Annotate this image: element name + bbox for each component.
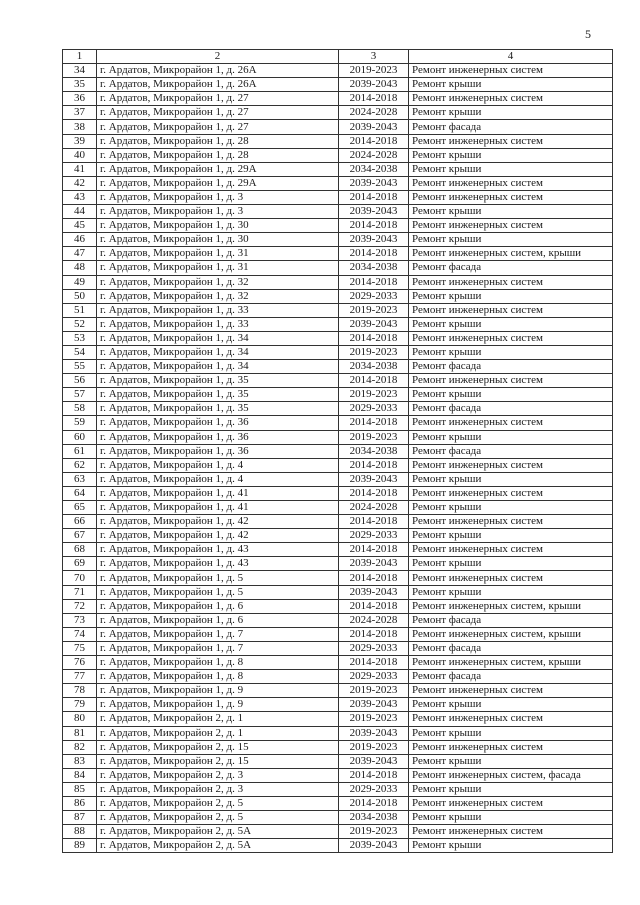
- address-cell: г. Ардатов, Микрорайон 1, д. 35: [97, 374, 339, 388]
- table-row: [63, 261, 613, 275]
- row-number-cell: 79: [63, 698, 97, 712]
- table-row: [63, 190, 613, 204]
- row-number-cell: 44: [63, 205, 97, 219]
- address-cell: г. Ардатов, Микрорайон 1, д. 27: [97, 106, 339, 120]
- period-cell: 2039-2043: [339, 472, 409, 486]
- period-cell: 2024-2028: [339, 148, 409, 162]
- address-cell: г. Ардатов, Микрорайон 1, д. 9: [97, 698, 339, 712]
- address-cell: г. Ардатов, Микрорайон 1, д. 41: [97, 501, 339, 515]
- work-type-cell: Ремонт крыши: [409, 388, 613, 402]
- address-cell: г. Ардатов, Микрорайон 1, д. 28: [97, 148, 339, 162]
- column-header-4: 4: [409, 50, 613, 64]
- address-cell: г. Ардатов, Микрорайон 1, д. 3: [97, 205, 339, 219]
- table-row: [63, 331, 613, 345]
- table-row: [63, 684, 613, 698]
- row-number-cell: 59: [63, 416, 97, 430]
- period-cell: 2014-2018: [339, 92, 409, 106]
- period-cell: 2014-2018: [339, 275, 409, 289]
- work-type-cell: Ремонт крыши: [409, 557, 613, 571]
- address-cell: г. Ардатов, Микрорайон 1, д. 26А: [97, 78, 339, 92]
- address-cell: г. Ардатов, Микрорайон 1, д. 34: [97, 360, 339, 374]
- work-type-cell: Ремонт инженерных систем: [409, 374, 613, 388]
- work-type-cell: Ремонт крыши: [409, 811, 613, 825]
- work-type-cell: Ремонт крыши: [409, 289, 613, 303]
- period-cell: 2029-2033: [339, 670, 409, 684]
- period-cell: 2029-2033: [339, 641, 409, 655]
- row-number-cell: 84: [63, 768, 97, 782]
- row-number-cell: 77: [63, 670, 97, 684]
- work-type-cell: Ремонт инженерных систем: [409, 190, 613, 204]
- table-row: [63, 796, 613, 810]
- address-cell: г. Ардатов, Микрорайон 1, д. 29А: [97, 162, 339, 176]
- work-type-cell: Ремонт крыши: [409, 205, 613, 219]
- work-type-cell: Ремонт инженерных систем: [409, 416, 613, 430]
- table-row: [63, 148, 613, 162]
- period-cell: 2014-2018: [339, 599, 409, 613]
- period-cell: 2014-2018: [339, 190, 409, 204]
- work-type-cell: Ремонт инженерных систем: [409, 458, 613, 472]
- work-type-cell: Ремонт крыши: [409, 345, 613, 359]
- table-row: [63, 162, 613, 176]
- address-cell: г. Ардатов, Микрорайон 1, д. 30: [97, 233, 339, 247]
- table-row: [63, 627, 613, 641]
- row-number-cell: 48: [63, 261, 97, 275]
- row-number-cell: 75: [63, 641, 97, 655]
- period-cell: 2019-2023: [339, 64, 409, 78]
- period-cell: 2029-2033: [339, 402, 409, 416]
- column-header-2: 2: [97, 50, 339, 64]
- table-row: [63, 529, 613, 543]
- period-cell: 2034-2038: [339, 444, 409, 458]
- work-type-cell: Ремонт крыши: [409, 501, 613, 515]
- table-row: [63, 219, 613, 233]
- work-type-cell: Ремонт крыши: [409, 782, 613, 796]
- work-type-cell: Ремонт фасада: [409, 444, 613, 458]
- work-type-cell: Ремонт инженерных систем: [409, 740, 613, 754]
- address-cell: г. Ардатов, Микрорайон 1, д. 36: [97, 430, 339, 444]
- period-cell: 2014-2018: [339, 331, 409, 345]
- row-number-cell: 89: [63, 839, 97, 853]
- work-type-cell: Ремонт инженерных систем, крыши: [409, 656, 613, 670]
- work-type-cell: Ремонт крыши: [409, 233, 613, 247]
- row-number-cell: 78: [63, 684, 97, 698]
- table-row: [63, 486, 613, 500]
- table-row: [63, 458, 613, 472]
- period-cell: 2039-2043: [339, 585, 409, 599]
- period-cell: 2029-2033: [339, 529, 409, 543]
- row-number-cell: 56: [63, 374, 97, 388]
- period-cell: 2019-2023: [339, 345, 409, 359]
- period-cell: 2014-2018: [339, 796, 409, 810]
- address-cell: г. Ардатов, Микрорайон 1, д. 36: [97, 444, 339, 458]
- table-row: [63, 120, 613, 134]
- address-cell: г. Ардатов, Микрорайон 1, д. 30: [97, 219, 339, 233]
- address-cell: г. Ардатов, Микрорайон 1, д. 31: [97, 261, 339, 275]
- row-number-cell: 53: [63, 331, 97, 345]
- row-number-cell: 66: [63, 515, 97, 529]
- address-cell: г. Ардатов, Микрорайон 2, д. 5А: [97, 825, 339, 839]
- row-number-cell: 49: [63, 275, 97, 289]
- period-cell: 2039-2043: [339, 726, 409, 740]
- period-cell: 2039-2043: [339, 698, 409, 712]
- period-cell: 2014-2018: [339, 416, 409, 430]
- period-cell: 2014-2018: [339, 543, 409, 557]
- row-number-cell: 87: [63, 811, 97, 825]
- table-row: [63, 543, 613, 557]
- work-type-cell: Ремонт крыши: [409, 754, 613, 768]
- row-number-cell: 70: [63, 571, 97, 585]
- period-cell: 2039-2043: [339, 754, 409, 768]
- table-row: [63, 205, 613, 219]
- address-cell: г. Ардатов, Микрорайон 1, д. 32: [97, 275, 339, 289]
- row-number-cell: 40: [63, 148, 97, 162]
- work-type-cell: Ремонт крыши: [409, 106, 613, 120]
- address-cell: г. Ардатов, Микрорайон 1, д. 36: [97, 416, 339, 430]
- work-type-cell: Ремонт инженерных систем: [409, 219, 613, 233]
- row-number-cell: 83: [63, 754, 97, 768]
- work-type-cell: Ремонт инженерных систем: [409, 825, 613, 839]
- row-number-cell: 61: [63, 444, 97, 458]
- address-cell: г. Ардатов, Микрорайон 2, д. 5А: [97, 839, 339, 853]
- table-row: [63, 472, 613, 486]
- row-number-cell: 50: [63, 289, 97, 303]
- work-type-cell: Ремонт крыши: [409, 529, 613, 543]
- table-row: [63, 92, 613, 106]
- row-number-cell: 46: [63, 233, 97, 247]
- address-cell: г. Ардатов, Микрорайон 2, д. 15: [97, 754, 339, 768]
- address-cell: г. Ардатов, Микрорайон 1, д. 9: [97, 684, 339, 698]
- row-number-cell: 36: [63, 92, 97, 106]
- row-number-cell: 81: [63, 726, 97, 740]
- table-row: [63, 64, 613, 78]
- period-cell: 2014-2018: [339, 247, 409, 261]
- address-cell: г. Ардатов, Микрорайон 2, д. 15: [97, 740, 339, 754]
- table-row: [63, 613, 613, 627]
- address-cell: г. Ардатов, Микрорайон 1, д. 41: [97, 486, 339, 500]
- address-cell: г. Ардатов, Микрорайон 2, д. 5: [97, 796, 339, 810]
- row-number-cell: 45: [63, 219, 97, 233]
- address-cell: г. Ардатов, Микрорайон 1, д. 29А: [97, 176, 339, 190]
- work-type-cell: Ремонт крыши: [409, 585, 613, 599]
- table-row: [63, 698, 613, 712]
- work-type-cell: Ремонт крыши: [409, 430, 613, 444]
- address-cell: г. Ардатов, Микрорайон 1, д. 26А: [97, 64, 339, 78]
- period-cell: 2019-2023: [339, 303, 409, 317]
- address-cell: г. Ардатов, Микрорайон 1, д. 6: [97, 599, 339, 613]
- address-cell: г. Ардатов, Микрорайон 1, д. 7: [97, 641, 339, 655]
- table-row: [63, 374, 613, 388]
- address-cell: г. Ардатов, Микрорайон 1, д. 33: [97, 303, 339, 317]
- address-cell: г. Ардатов, Микрорайон 1, д. 5: [97, 585, 339, 599]
- address-cell: г. Ардатов, Микрорайон 1, д. 42: [97, 515, 339, 529]
- address-cell: г. Ардатов, Микрорайон 1, д. 8: [97, 670, 339, 684]
- period-cell: 2014-2018: [339, 219, 409, 233]
- work-type-cell: Ремонт инженерных систем: [409, 176, 613, 190]
- work-type-cell: Ремонт фасада: [409, 670, 613, 684]
- work-type-cell: Ремонт инженерных систем: [409, 134, 613, 148]
- row-number-cell: 60: [63, 430, 97, 444]
- table-row: [63, 501, 613, 515]
- work-type-cell: Ремонт крыши: [409, 78, 613, 92]
- address-cell: г. Ардатов, Микрорайон 1, д. 8: [97, 656, 339, 670]
- period-cell: 2019-2023: [339, 684, 409, 698]
- work-type-cell: Ремонт инженерных систем: [409, 275, 613, 289]
- address-cell: г. Ардатов, Микрорайон 1, д. 31: [97, 247, 339, 261]
- address-cell: г. Ардатов, Микрорайон 1, д. 32: [97, 289, 339, 303]
- row-number-cell: 34: [63, 64, 97, 78]
- period-cell: 2039-2043: [339, 317, 409, 331]
- work-type-cell: Ремонт крыши: [409, 726, 613, 740]
- work-type-cell: Ремонт фасада: [409, 120, 613, 134]
- work-type-cell: Ремонт инженерных систем: [409, 303, 613, 317]
- row-number-cell: 38: [63, 120, 97, 134]
- address-cell: г. Ардатов, Микрорайон 1, д. 7: [97, 627, 339, 641]
- address-cell: г. Ардатов, Микрорайон 1, д. 27: [97, 120, 339, 134]
- address-cell: г. Ардатов, Микрорайон 1, д. 6: [97, 613, 339, 627]
- period-cell: 2014-2018: [339, 515, 409, 529]
- address-cell: г. Ардатов, Микрорайон 1, д. 5: [97, 571, 339, 585]
- address-cell: г. Ардатов, Микрорайон 2, д. 5: [97, 811, 339, 825]
- table-row: [63, 233, 613, 247]
- work-type-cell: Ремонт инженерных систем, крыши: [409, 627, 613, 641]
- work-type-cell: Ремонт крыши: [409, 148, 613, 162]
- table-row: [63, 388, 613, 402]
- period-cell: 2019-2023: [339, 740, 409, 754]
- column-header-1: 1: [63, 50, 97, 64]
- table-row: [63, 782, 613, 796]
- period-cell: 2014-2018: [339, 656, 409, 670]
- table-row: [63, 656, 613, 670]
- address-cell: г. Ардатов, Микрорайон 1, д. 28: [97, 134, 339, 148]
- work-type-cell: Ремонт инженерных систем: [409, 796, 613, 810]
- period-cell: 2019-2023: [339, 430, 409, 444]
- row-number-cell: 80: [63, 712, 97, 726]
- table-row: [63, 712, 613, 726]
- address-cell: г. Ардатов, Микрорайон 1, д. 27: [97, 92, 339, 106]
- period-cell: 2019-2023: [339, 712, 409, 726]
- row-number-cell: 47: [63, 247, 97, 261]
- address-cell: г. Ардатов, Микрорайон 1, д. 43: [97, 557, 339, 571]
- period-cell: 2039-2043: [339, 233, 409, 247]
- period-cell: 2039-2043: [339, 205, 409, 219]
- address-cell: г. Ардатов, Микрорайон 1, д. 3: [97, 190, 339, 204]
- row-number-cell: 73: [63, 613, 97, 627]
- period-cell: 2014-2018: [339, 134, 409, 148]
- table-row: [63, 599, 613, 613]
- work-type-cell: Ремонт инженерных систем: [409, 486, 613, 500]
- address-cell: г. Ардатов, Микрорайон 2, д. 1: [97, 726, 339, 740]
- work-type-cell: Ремонт инженерных систем, крыши: [409, 599, 613, 613]
- address-cell: г. Ардатов, Микрорайон 1, д. 34: [97, 345, 339, 359]
- page-number: 5: [585, 27, 591, 41]
- period-cell: 2024-2028: [339, 501, 409, 515]
- work-type-cell: Ремонт инженерных систем: [409, 92, 613, 106]
- work-type-cell: Ремонт инженерных систем: [409, 684, 613, 698]
- table-row: [63, 106, 613, 120]
- table-row: [63, 345, 613, 359]
- row-number-cell: 52: [63, 317, 97, 331]
- table-row: [63, 275, 613, 289]
- row-number-cell: 67: [63, 529, 97, 543]
- address-cell: г. Ардатов, Микрорайон 1, д. 33: [97, 317, 339, 331]
- address-cell: г. Ардатов, Микрорайон 1, д. 43: [97, 543, 339, 557]
- table-row: [63, 176, 613, 190]
- period-cell: 2014-2018: [339, 458, 409, 472]
- work-type-cell: Ремонт инженерных систем: [409, 515, 613, 529]
- address-cell: г. Ардатов, Микрорайон 2, д. 3: [97, 782, 339, 796]
- period-cell: 2039-2043: [339, 120, 409, 134]
- work-type-cell: Ремонт инженерных систем: [409, 571, 613, 585]
- period-cell: 2014-2018: [339, 374, 409, 388]
- row-number-cell: 51: [63, 303, 97, 317]
- period-cell: 2039-2043: [339, 176, 409, 190]
- period-cell: 2034-2038: [339, 811, 409, 825]
- row-number-cell: 57: [63, 388, 97, 402]
- table-row: [63, 585, 613, 599]
- row-number-cell: 58: [63, 402, 97, 416]
- row-number-cell: 64: [63, 486, 97, 500]
- period-cell: 2014-2018: [339, 627, 409, 641]
- address-cell: г. Ардатов, Микрорайон 2, д. 3: [97, 768, 339, 782]
- row-number-cell: 76: [63, 656, 97, 670]
- row-number-cell: 86: [63, 796, 97, 810]
- table-row: [63, 557, 613, 571]
- table-row: [63, 416, 613, 430]
- work-type-cell: Ремонт инженерных систем: [409, 331, 613, 345]
- period-cell: 2014-2018: [339, 768, 409, 782]
- table-row: [63, 825, 613, 839]
- row-number-cell: 88: [63, 825, 97, 839]
- work-type-cell: Ремонт крыши: [409, 472, 613, 486]
- row-number-cell: 82: [63, 740, 97, 754]
- work-type-cell: Ремонт инженерных систем, фасада: [409, 768, 613, 782]
- period-cell: 2014-2018: [339, 571, 409, 585]
- repair-schedule-table-wrap: [62, 49, 613, 853]
- work-type-cell: Ремонт крыши: [409, 162, 613, 176]
- row-number-cell: 39: [63, 134, 97, 148]
- row-number-cell: 63: [63, 472, 97, 486]
- work-type-cell: Ремонт фасада: [409, 261, 613, 275]
- row-number-cell: 54: [63, 345, 97, 359]
- table-header: [63, 50, 613, 64]
- table-row: [63, 768, 613, 782]
- table-row: [63, 317, 613, 331]
- address-cell: г. Ардатов, Микрорайон 1, д. 42: [97, 529, 339, 543]
- work-type-cell: Ремонт фасада: [409, 613, 613, 627]
- table-row: [63, 444, 613, 458]
- table-row: [63, 571, 613, 585]
- work-type-cell: Ремонт крыши: [409, 698, 613, 712]
- table-body: [63, 64, 613, 853]
- period-cell: 2039-2043: [339, 557, 409, 571]
- row-number-cell: 68: [63, 543, 97, 557]
- work-type-cell: Ремонт инженерных систем: [409, 543, 613, 557]
- column-header-3: 3: [339, 50, 409, 64]
- period-cell: 2019-2023: [339, 388, 409, 402]
- table-row: [63, 430, 613, 444]
- table-row: [63, 754, 613, 768]
- header-row: [63, 50, 613, 64]
- row-number-cell: 62: [63, 458, 97, 472]
- table-row: [63, 670, 613, 684]
- row-number-cell: 35: [63, 78, 97, 92]
- table-row: [63, 360, 613, 374]
- period-cell: 2029-2033: [339, 289, 409, 303]
- period-cell: 2034-2038: [339, 162, 409, 176]
- table-row: [63, 726, 613, 740]
- work-type-cell: Ремонт инженерных систем: [409, 712, 613, 726]
- table-row: [63, 515, 613, 529]
- period-cell: 2014-2018: [339, 486, 409, 500]
- address-cell: г. Ардатов, Микрорайон 1, д. 34: [97, 331, 339, 345]
- period-cell: 2019-2023: [339, 825, 409, 839]
- work-type-cell: Ремонт крыши: [409, 839, 613, 853]
- address-cell: г. Ардатов, Микрорайон 1, д. 35: [97, 388, 339, 402]
- table-row: [63, 839, 613, 853]
- period-cell: 2029-2033: [339, 782, 409, 796]
- work-type-cell: Ремонт фасада: [409, 402, 613, 416]
- address-cell: г. Ардатов, Микрорайон 1, д. 4: [97, 472, 339, 486]
- row-number-cell: 41: [63, 162, 97, 176]
- period-cell: 2034-2038: [339, 261, 409, 275]
- work-type-cell: Ремонт инженерных систем: [409, 64, 613, 78]
- table-row: [63, 134, 613, 148]
- row-number-cell: 74: [63, 627, 97, 641]
- table-row: [63, 402, 613, 416]
- table-row: [63, 289, 613, 303]
- row-number-cell: 65: [63, 501, 97, 515]
- row-number-cell: 42: [63, 176, 97, 190]
- period-cell: 2034-2038: [339, 360, 409, 374]
- table-row: [63, 303, 613, 317]
- address-cell: г. Ардатов, Микрорайон 1, д. 4: [97, 458, 339, 472]
- table-row: [63, 811, 613, 825]
- address-cell: г. Ардатов, Микрорайон 1, д. 35: [97, 402, 339, 416]
- period-cell: 2024-2028: [339, 613, 409, 627]
- table-row: [63, 740, 613, 754]
- row-number-cell: 85: [63, 782, 97, 796]
- row-number-cell: 72: [63, 599, 97, 613]
- period-cell: 2039-2043: [339, 78, 409, 92]
- row-number-cell: 71: [63, 585, 97, 599]
- row-number-cell: 43: [63, 190, 97, 204]
- period-cell: 2039-2043: [339, 839, 409, 853]
- row-number-cell: 69: [63, 557, 97, 571]
- table-row: [63, 78, 613, 92]
- work-type-cell: Ремонт фасада: [409, 641, 613, 655]
- work-type-cell: Ремонт инженерных систем, крыши: [409, 247, 613, 261]
- address-cell: г. Ардатов, Микрорайон 2, д. 1: [97, 712, 339, 726]
- period-cell: 2024-2028: [339, 106, 409, 120]
- work-type-cell: Ремонт крыши: [409, 317, 613, 331]
- row-number-cell: 55: [63, 360, 97, 374]
- table-row: [63, 247, 613, 261]
- work-type-cell: Ремонт фасада: [409, 360, 613, 374]
- repair-schedule-table: [62, 49, 613, 853]
- table-row: [63, 641, 613, 655]
- row-number-cell: 37: [63, 106, 97, 120]
